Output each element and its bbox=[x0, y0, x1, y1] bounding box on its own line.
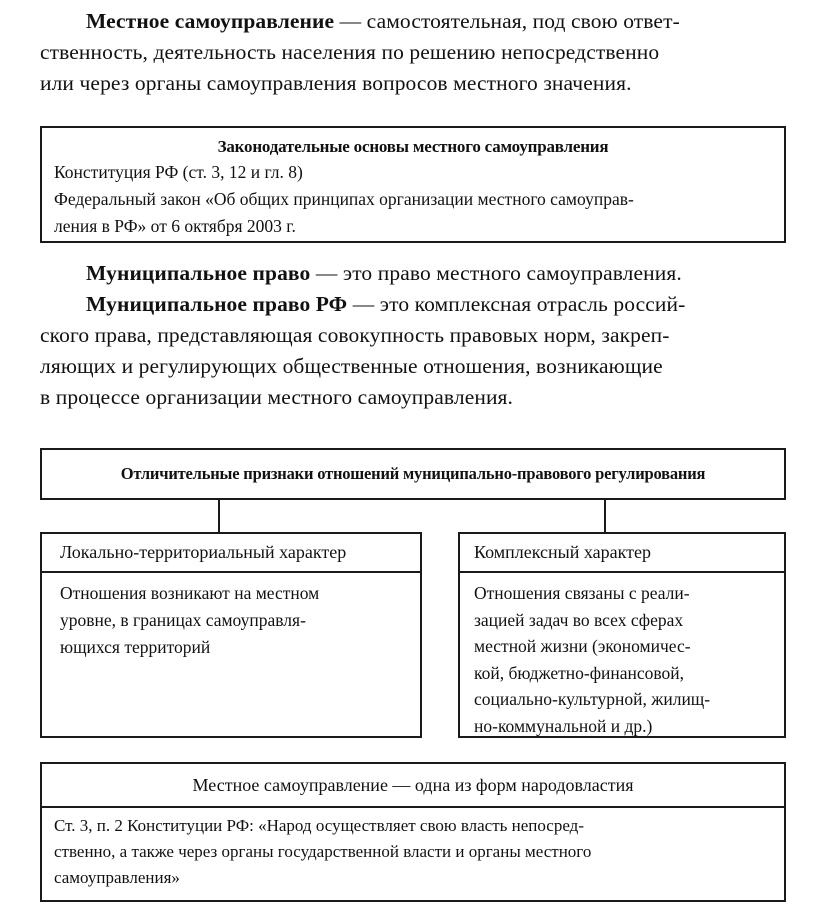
features-title-box bbox=[40, 448, 786, 500]
legal-foundations-box bbox=[40, 126, 786, 243]
legal-foundations-title: Законодательные основы местного самоуправления bbox=[217, 137, 609, 156]
connector-right bbox=[604, 500, 606, 534]
definition-term: Муниципальное право РФ bbox=[86, 292, 348, 316]
definition-local-self-government: Местное самоуправление — самостоятельная, под свою ответ- ственность, деятельность населения по решению непосредственно или через органы самоуправления вопросов местного значения. bbox=[40, 9, 680, 95]
legal-item: Федеральный закон «Об общих принципах организации местного самоуправ- bbox=[54, 189, 634, 209]
definition-term: Муниципальное право bbox=[86, 261, 311, 285]
democracy-box: Местное самоуправление — одна из форм народовластия Ст. 3, п. 2 Конституции РФ: «Народ осуществляет свою власть непосред- ственно, а также через органы государственной власти и органы местного самоуправления» bbox=[40, 762, 786, 902]
democracy-title: Местное самоуправление — одна из форм народовластия bbox=[192, 775, 634, 795]
definition-term: Местное самоуправление bbox=[86, 9, 335, 33]
feature-heading: Комплексный характер bbox=[474, 542, 652, 562]
legal-item: Конституция РФ (ст. 3, 12 и гл. 8) bbox=[54, 162, 303, 182]
connector-left bbox=[218, 500, 220, 534]
features-title: Отличительные признаки отношений муниципально-правового регулирования bbox=[120, 464, 706, 483]
feature-local-territorial: Локально-территориальный характер Отношения возникают на местном уровне, в границах самоуправля- ющихся территорий bbox=[40, 532, 422, 738]
feature-heading: Локально-территориальный характер bbox=[60, 542, 347, 562]
definition-municipal-law: Муниципальное право — это право местного самоуправления. Муниципальное право РФ — это комплексная отрасль россий- ского права, представляющая совокупность правовых норм, закреп- ляющих и регулирующих общественные отношения, возникающие в процессе организации местного самоуправления. bbox=[40, 261, 686, 409]
legal-item: ления в РФ» от 6 октября 2003 г. bbox=[54, 216, 296, 236]
feature-complex: Комплексный характер Отношения связаны с реали- зацией задач во всех сферах местной жизни (экономичес- кой, бюджетно-финансовой, социально-культурной, жилищ- но-коммунальной и др.) bbox=[458, 532, 786, 738]
